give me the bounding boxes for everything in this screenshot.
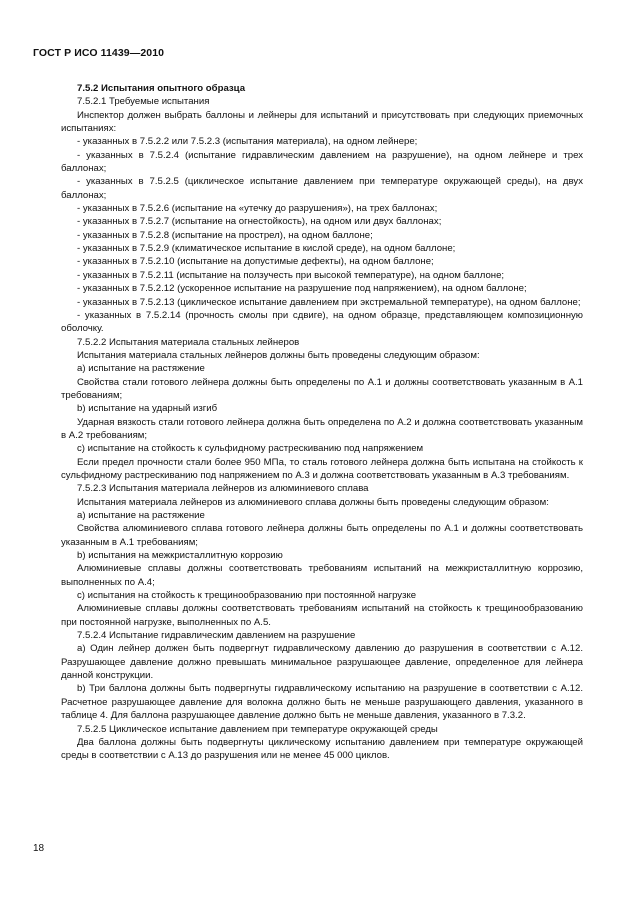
paragraph: - указанных в 7.5.2.6 (испытание на «утечку до разрушения»), на трех баллонах; [77, 203, 438, 215]
paragraph: 7.5.2.3 Испытания материала лейнеров из алюминиевого сплава [77, 483, 369, 495]
paragraph: Инспектор должен выбрать баллоны и лейнеры для испытаний и присутствовать при следующих приемочных испытаниях: [61, 109, 583, 135]
paragraph: - указанных в 7.5.2.14 (прочность смолы при сдвиге), на одном образце, представляющем композиционную оболочку. [61, 309, 583, 335]
paragraph: - указанных в 7.5.2.12 (ускоренное испытание на разрушение под напряжением), на одном баллоне; [77, 283, 527, 295]
paragraph: - указанных в 7.5.2.5 (циклическое испытание давлением при температуре окружающей среды), на двух баллонах; [61, 176, 583, 201]
paragraph: - указанных в 7.5.2.8 (испытание на прострел), на одном баллоне; [77, 229, 373, 241]
paragraph: - указанных в 7.5.2.7 (испытание на огнестойкость), на одном или двух баллонах; [77, 216, 442, 228]
paragraph: - указанных в 7.5.2.11 (испытание на ползучесть при высокой температуре), на одном баллоне; [77, 269, 505, 281]
paragraph: b) испытание на ударный изгиб [77, 403, 218, 415]
paragraph: c) испытание на стойкость к сульфидному растрескиванию под напряжением [77, 443, 424, 455]
paragraph: Испытания материала лейнеров из алюминиевого сплава должны быть проведены следующим образом: [77, 496, 549, 508]
paragraph: 7.5.2.4 Испытание гидравлическим давлением на разрушение [77, 630, 356, 642]
paragraph: a) Один лейнер должен быть подвергнут гидравлическому давлению до разрушения в соответствии с А.12. Разрушающее давление должно превышать минимальное разрушающее давление, определенное для лейнера данной конструкции. [61, 643, 583, 682]
paragraph: Свойства алюминиевого сплава готового лейнера должны быть определены по А.1 и должны соответствовать указанным в А.1 требованиям; [61, 523, 583, 548]
paragraph: - указанных в 7.5.2.9 (климатическое испытание в кислой среде), на одном баллоне; [77, 243, 456, 255]
paragraph: a) испытание на растяжение [77, 510, 205, 521]
paragraph: a) испытание на растяжение [77, 363, 205, 375]
paragraph: Алюминиевые сплавы должны соответствовать требованиям испытаний на межкристаллитную коррозию, выполненных по А.4; [61, 563, 583, 588]
paragraph: Испытания материала стальных лейнеров должны быть проведены следующим образом: [77, 349, 480, 361]
paragraph: Если предел прочности стали более 950 МПа, то сталь готового лейнера должна быть испытана на стойкость к сульфидному растрескиванию под напряжением по А.3 и должна соответствовать указанным в А.3 требованиям. [61, 456, 583, 481]
paragraph: b) Три баллона должны быть подвергнуты гидравлическому испытанию на разрушение в соответствии с А.12. Расчетное разрушающее давление для волокна должно быть не меньше разрушающего давления, указанного в таблице 4. Для баллона разрушающее давление должно быть не меньше давления, указанного в 7.3.2. [61, 683, 583, 722]
paragraph: - указанных в 7.5.2.13 (циклическое испытание давлением при экстремальной температуре), на одном баллоне; [77, 296, 581, 308]
paragraph: Два баллона должны быть подвергнуты циклическому испытанию давлением при температуре окружающей среды в соответствии с А.13 до разрушения или не менее 45 000 циклов. [61, 736, 583, 762]
paragraph: b) испытания на межкристаллитную коррозию [77, 550, 283, 562]
document-body [61, 82, 583, 763]
paragraph: Свойства стали готового лейнера должны быть определены по А.1 и должны соответствовать указанным в А.1 требованиям; [61, 376, 583, 401]
paragraph: 7.5.2.5 Циклическое испытание давлением при температуре окружающей среды [77, 723, 438, 735]
paragraph: 7.5.2 Испытания опытного образца [77, 83, 246, 94]
paragraph: 7.5.2.2 Испытания материала стальных лейнеров [77, 336, 300, 348]
paragraph: - указанных в 7.5.2.10 (испытание на допустимые дефекты), на одном баллоне; [77, 256, 434, 268]
page-number: 18 [33, 843, 45, 854]
paragraph: Алюминиевые сплавы должны соответствовать требованиям испытаний на стойкость к трещинообразованию при постоянной нагрузке, выполненных по А.5. [61, 603, 583, 628]
paragraph: Ударная вязкость стали готового лейнера должна быть определена по А.2 и должна соответствовать указанным в А.2 требованиям; [61, 416, 583, 441]
paragraph: c) испытания на стойкость к трещинообразованию при постоянной нагрузке [77, 590, 417, 602]
document-header: ГОСТ Р ИСО 11439—2010 [33, 47, 165, 59]
paragraph: 7.5.2.1 Требуемые испытания [77, 96, 210, 108]
paragraph: - указанных в 7.5.2.4 (испытание гидравлическим давлением на разрушение), на одном лейнере и трех баллонах; [61, 149, 583, 175]
paragraph: - указанных в 7.5.2.2 или 7.5.2.3 (испытания материала), на одном лейнере; [77, 136, 418, 148]
